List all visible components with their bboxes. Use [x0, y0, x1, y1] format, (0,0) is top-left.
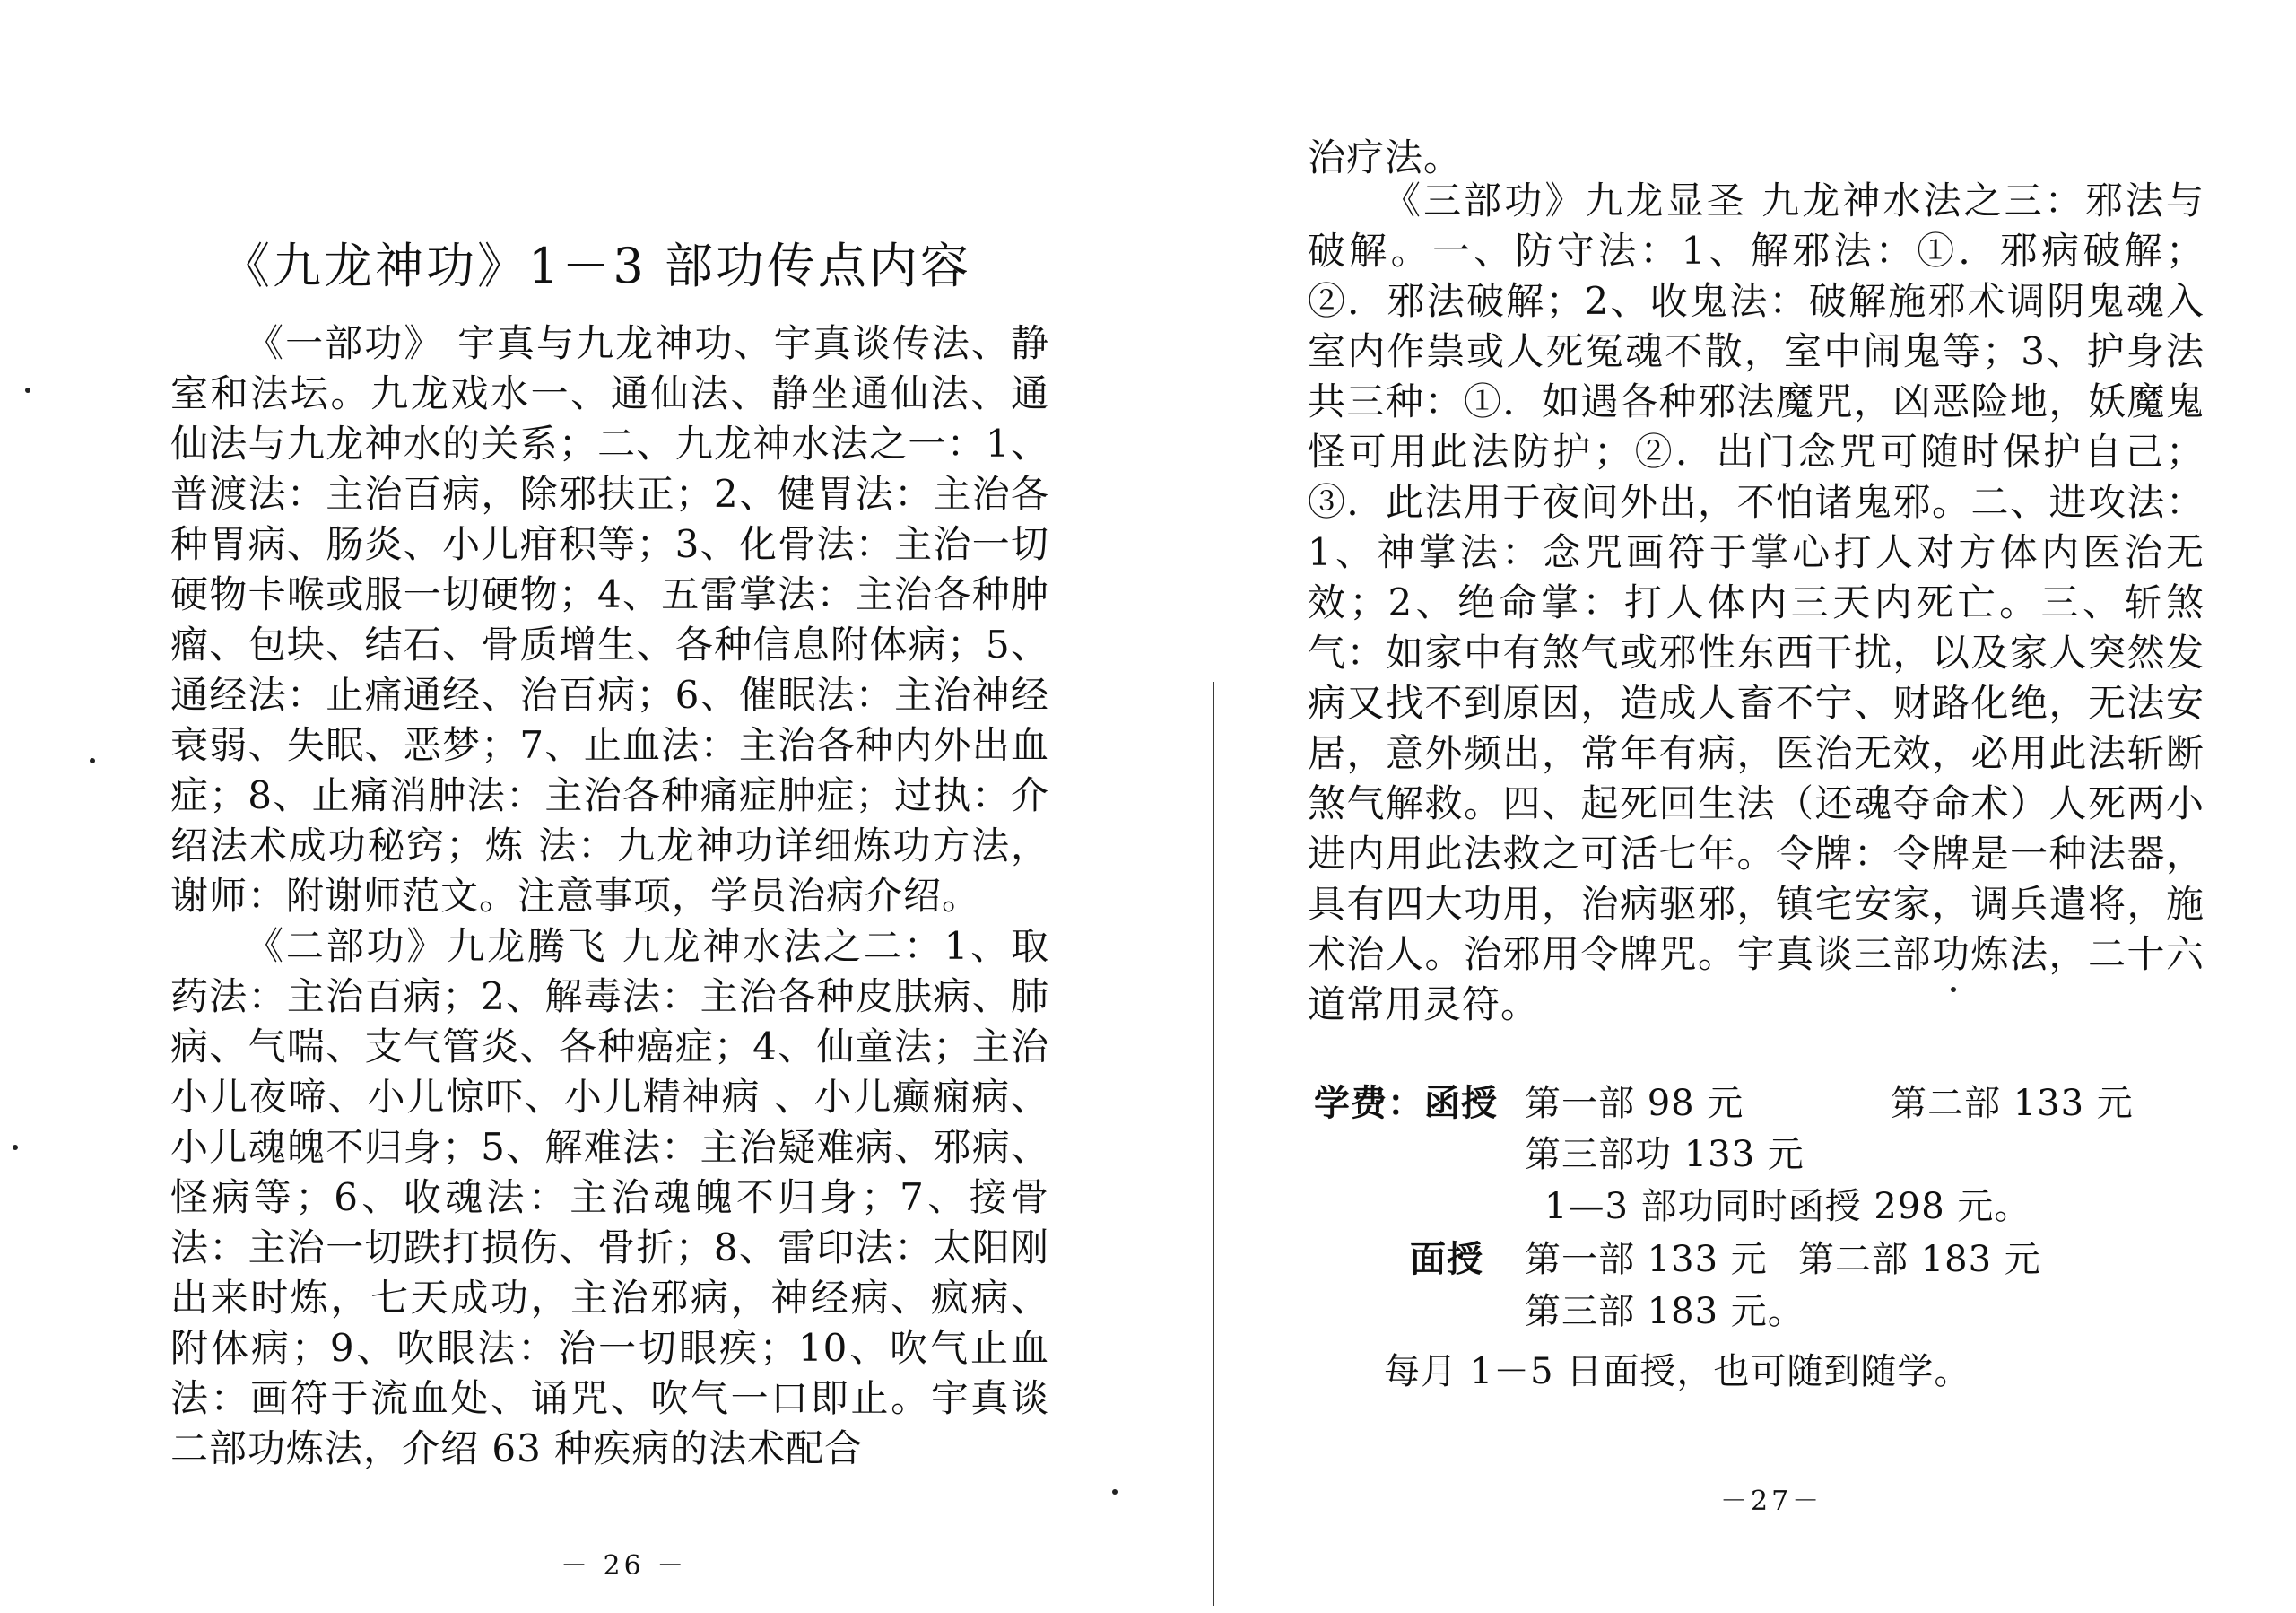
part3-paragraph: 《三部功》九龙显圣 九龙神水法之三：邪法与破解。一、防守法：1、解邪法：①．邪病破解；②．邪法破解；2、收鬼法：破解施邪术调阴鬼魂入室内作祟或人死冤魂不散，室中闹鬼等；3、护身法共三种：①．如遇各种邪法魔咒，凶恶险地，妖魔鬼怪可用此法防护；②．出门念咒可随时保护自己；③．此法用于夜间外出，不怕诸鬼邪。二、进攻法：1、神掌法：念咒画符于掌心打人对方体内医治无效；2、绝命掌：打人体内三天内死亡。三、斩煞气：如家中有煞气或邪性东西干扰，以及家人突然发病又找不到原因，造成人畜不宁、财路化绝，无法安居，意外频出，常年有病，医治无效，必用此法斩断煞气解救。四、起死回生法（还魂夺命术）人死两小进内用此法救之可活七年。令牌：令牌是一种法器，具有四大功用，治病驱邪，镇宅安家，调兵遣将，施术治人。治邪用令牌咒。宇真谈三部功炼法，二十六道常用灵符。 — [1308, 179, 2205, 1026]
scan-speck — [13, 1145, 18, 1150]
part2-paragraph: 《二部功》九龙腾飞 九龙神水法之二：1、取药法：主治百病；2、解毒法：主治各种皮肤病、肺病、气喘、支气管炎、各种癌症；4、仙童法；主治小儿夜啼、小儿惊吓、小儿精神病 、小儿癫痫病、小儿魂魄不归身；5、解难法：主治疑难病、邪病、怪病等；6、收魂法：主治魂魄不归身；7、接骨法：主治一切跌打损伤、骨折；8、雷印法：太阳刚出来时炼，七天成功，主治邪病，神经病、疯病、附体病；9、吹眼法：治一切眼疾；10、吹气止血法：画符于流血处、诵咒、吹气一口即止。宇真谈二部功炼法，介绍 63 种疾病的法术配合 — [170, 924, 1049, 1470]
scan-speck — [90, 758, 95, 763]
inperson-label: 面授 — [1410, 1238, 1483, 1280]
scan-speck — [25, 388, 30, 393]
scan-speck — [1951, 987, 1956, 992]
fee-label: 学费：函授 — [1314, 1082, 1498, 1124]
scan-speck — [1112, 1489, 1118, 1495]
part1-paragraph: 《一部功》 宇真与九龙神功、宇真谈传法、静室和法坛。九龙戏水一、通仙法、静坐通仙法、通仙法与九龙神水的关系；二、九龙神水法之一：1、普渡法：主治百病，除邪扶正；2、健胃法：主治各种胃病、肠炎、小儿疳积等；3、化骨法：主治一切硬物卡喉或服一切硬物；4、五雷掌法：主治各种肿瘤、包块、结石、骨质增生、各种信息附体病；5、通经法：止痛通经、治百病；6、催眠法：主治神经衰弱、失眠、恶梦；7、止血法：主治各种内外出血症；8、止痛消肿法：主治各种痛症肿症；过执：介绍法术成功秘窍；炼 法：九龙神功详细炼功方法，谢师：附谢师范文。注意事项，学员治病介绍。 — [170, 321, 1049, 918]
mail-fee-part3: 第三部功 133 元 — [1525, 1134, 1805, 1175]
page-number-right: －27－ — [1720, 1486, 1823, 1517]
inperson-fee-part3: 第三部 183 元。 — [1525, 1291, 1805, 1332]
mail-fee-all: 1—3 部功同时函授 298 元。 — [1544, 1186, 2031, 1227]
mail-fee-part1: 第一部 98 元 — [1525, 1083, 1744, 1124]
mail-fee-part2: 第二部 133 元 — [1891, 1083, 2134, 1124]
schedule-note: 每月 1－5 日面授，也可随到随学。 — [1384, 1351, 1971, 1392]
page-number-left: － 26 － — [561, 1550, 688, 1582]
inperson-fee-part2: 第二部 183 元 — [1798, 1239, 2041, 1280]
page-title: 《九龙神功》1－3 部功传点内容 — [222, 238, 971, 295]
continuation-text: 治疗法。 — [1308, 135, 1463, 179]
inperson-fee-part1: 第一部 133 元 — [1525, 1239, 1768, 1280]
